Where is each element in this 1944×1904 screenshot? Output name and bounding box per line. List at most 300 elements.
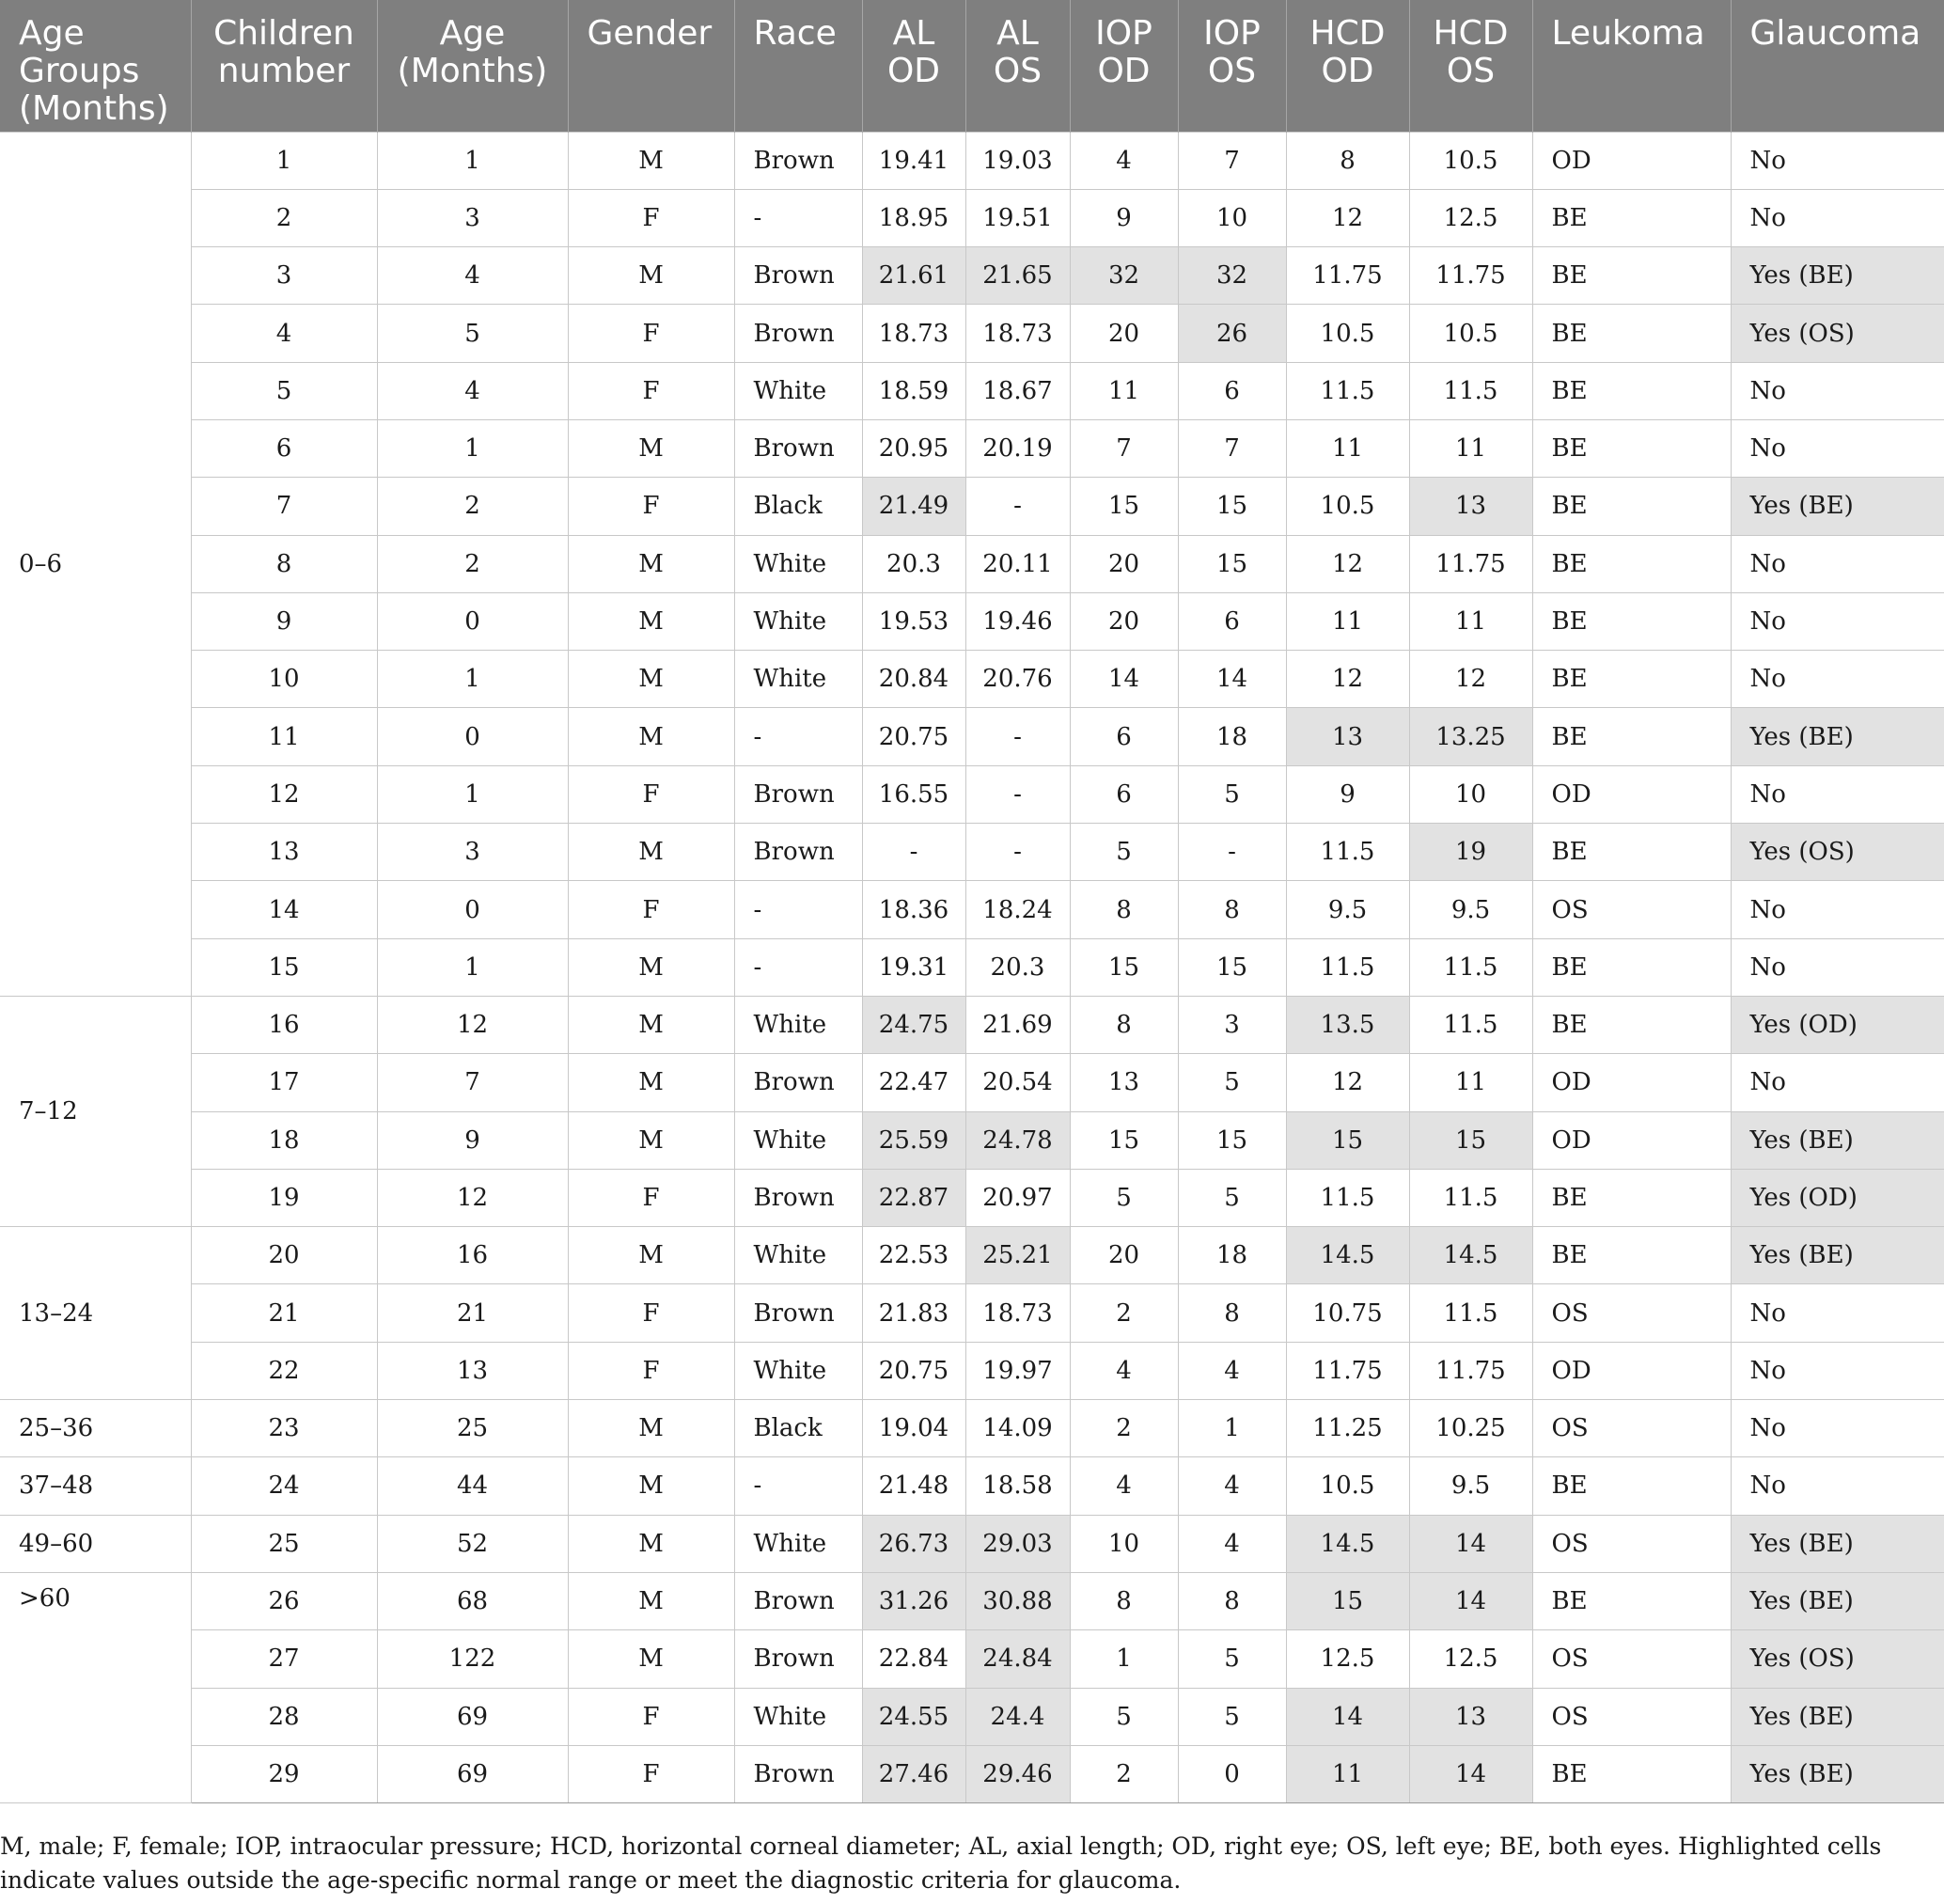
cell-age-months: 4 — [377, 247, 568, 305]
cell-gender: M — [568, 1054, 734, 1111]
cell-iop-os: 5 — [1178, 1688, 1286, 1745]
cell-al-os: 18.24 — [965, 881, 1070, 938]
cell-hcd-od: 12 — [1286, 535, 1409, 592]
cell-al-od: 26.73 — [862, 1515, 965, 1572]
table-row — [0, 419, 1944, 477]
cell-age-months: 1 — [377, 651, 568, 708]
cell-age-months: 0 — [377, 881, 568, 938]
table-row — [0, 1630, 1944, 1688]
cell-glaucoma: No — [1731, 1054, 1944, 1111]
cell-hcd-od: 11.75 — [1286, 247, 1409, 305]
cell-al-os: 24.4 — [965, 1688, 1070, 1745]
table-row — [0, 1111, 1944, 1169]
cell-iop-os: 3 — [1178, 996, 1286, 1053]
cell-children-number: 26 — [191, 1572, 377, 1629]
cell-hcd-os: 11 — [1409, 419, 1532, 477]
table-row — [0, 1342, 1944, 1399]
table-row — [0, 1688, 1944, 1745]
cell-gender: M — [568, 1111, 734, 1169]
cell-al-os: 18.67 — [965, 362, 1070, 419]
cell-children-number: 14 — [191, 881, 377, 938]
cell-hcd-os: 11.5 — [1409, 362, 1532, 419]
table-row — [0, 1515, 1944, 1572]
cell-gender: M — [568, 1457, 734, 1515]
cell-hcd-os: 11.5 — [1409, 1284, 1532, 1342]
header-children-number: Children number — [191, 0, 377, 132]
cell-iop-od: 8 — [1070, 1572, 1178, 1629]
cell-leukoma: BE — [1532, 938, 1731, 996]
cell-al-os: 20.19 — [965, 419, 1070, 477]
cell-al-os: - — [965, 765, 1070, 823]
cell-gender: M — [568, 1630, 734, 1688]
cell-leukoma: OS — [1532, 1688, 1731, 1745]
cell-leukoma: BE — [1532, 592, 1731, 650]
cell-race: - — [734, 881, 862, 938]
table-row — [0, 1227, 1944, 1284]
cell-children-number: 8 — [191, 535, 377, 592]
cell-hcd-od: 13.5 — [1286, 996, 1409, 1053]
age-group-cell: 49–60 — [0, 1515, 191, 1572]
cell-glaucoma: No — [1731, 1400, 1944, 1457]
cell-leukoma: BE — [1532, 824, 1731, 881]
cell-al-od: 21.49 — [862, 478, 965, 535]
cell-gender: F — [568, 1284, 734, 1342]
cell-race: White — [734, 1688, 862, 1745]
cell-hcd-od: 11.5 — [1286, 938, 1409, 996]
cell-gender: F — [568, 1342, 734, 1399]
cell-race: White — [734, 1515, 862, 1572]
cell-hcd-os: 11.75 — [1409, 1342, 1532, 1399]
cell-al-os: 20.97 — [965, 1169, 1070, 1226]
cell-al-od: 18.59 — [862, 362, 965, 419]
cell-hcd-os: 11.5 — [1409, 996, 1532, 1053]
cell-iop-od: 7 — [1070, 419, 1178, 477]
header-race: Race — [734, 0, 862, 132]
table-row — [0, 1572, 1944, 1629]
cell-age-months: 1 — [377, 938, 568, 996]
cell-al-os: 18.73 — [965, 1284, 1070, 1342]
cell-hcd-os: 19 — [1409, 824, 1532, 881]
cell-children-number: 16 — [191, 996, 377, 1053]
header-age-groups: Age Groups (Months) — [0, 0, 191, 132]
cell-glaucoma: Yes (BE) — [1731, 1572, 1944, 1629]
cell-hcd-od: 14.5 — [1286, 1227, 1409, 1284]
cell-gender: M — [568, 996, 734, 1053]
cell-iop-os: 15 — [1178, 938, 1286, 996]
table-row — [0, 708, 1944, 765]
cell-hcd-od: 11.75 — [1286, 1342, 1409, 1399]
table-row — [0, 478, 1944, 535]
cell-gender: M — [568, 938, 734, 996]
cell-glaucoma: No — [1731, 132, 1944, 189]
cell-iop-od: 2 — [1070, 1745, 1178, 1802]
cell-iop-os: 26 — [1178, 305, 1286, 362]
cell-iop-od: 5 — [1070, 824, 1178, 881]
cell-al-od: 22.84 — [862, 1630, 965, 1688]
cell-hcd-od: 15 — [1286, 1572, 1409, 1629]
cell-iop-os: 14 — [1178, 651, 1286, 708]
cell-glaucoma: No — [1731, 1284, 1944, 1342]
cell-gender: M — [568, 132, 734, 189]
header-iop-od: IOP OD — [1070, 0, 1178, 132]
cell-children-number: 4 — [191, 305, 377, 362]
cell-iop-od: 10 — [1070, 1515, 1178, 1572]
cell-hcd-os: 13.25 — [1409, 708, 1532, 765]
cell-children-number: 2 — [191, 189, 377, 246]
cell-leukoma: BE — [1532, 996, 1731, 1053]
cell-leukoma: OD — [1532, 132, 1731, 189]
cell-age-months: 4 — [377, 362, 568, 419]
header-hcd-os: HCD OS — [1409, 0, 1532, 132]
cell-leukoma: OD — [1532, 1342, 1731, 1399]
cell-hcd-os: 13 — [1409, 1688, 1532, 1745]
cell-al-os: - — [965, 478, 1070, 535]
cell-al-os: 18.58 — [965, 1457, 1070, 1515]
table-row — [0, 938, 1944, 996]
cell-al-od: 21.61 — [862, 247, 965, 305]
cell-gender: M — [568, 1400, 734, 1457]
cell-iop-od: 32 — [1070, 247, 1178, 305]
cell-glaucoma: Yes (OS) — [1731, 824, 1944, 881]
cell-age-months: 16 — [377, 1227, 568, 1284]
cell-hcd-od: 11 — [1286, 592, 1409, 650]
header-hcd-od: HCD OD — [1286, 0, 1409, 132]
cell-hcd-od: 13 — [1286, 708, 1409, 765]
cell-children-number: 3 — [191, 247, 377, 305]
table-row — [0, 765, 1944, 823]
cell-race: Brown — [734, 1169, 862, 1226]
cell-hcd-os: 9.5 — [1409, 1457, 1532, 1515]
cell-race: White — [734, 592, 862, 650]
age-group-cell: 0–6 — [0, 132, 191, 996]
cell-al-od: 20.75 — [862, 1342, 965, 1399]
cell-al-os: 19.97 — [965, 1342, 1070, 1399]
cell-children-number: 19 — [191, 1169, 377, 1226]
cell-gender: M — [568, 824, 734, 881]
cell-iop-os: 5 — [1178, 765, 1286, 823]
cell-gender: M — [568, 1572, 734, 1629]
cell-age-months: 2 — [377, 478, 568, 535]
cell-al-os: 14.09 — [965, 1400, 1070, 1457]
cell-children-number: 24 — [191, 1457, 377, 1515]
cell-iop-od: 20 — [1070, 592, 1178, 650]
cell-gender: M — [568, 708, 734, 765]
cell-al-od: 20.84 — [862, 651, 965, 708]
cell-gender: F — [568, 305, 734, 362]
cell-race: White — [734, 362, 862, 419]
cell-race: Brown — [734, 1630, 862, 1688]
cell-glaucoma: Yes (OS) — [1731, 1630, 1944, 1688]
cell-al-od: 19.31 — [862, 938, 965, 996]
cell-hcd-od: 10.75 — [1286, 1284, 1409, 1342]
cell-gender: F — [568, 881, 734, 938]
cell-glaucoma: No — [1731, 1457, 1944, 1515]
cell-children-number: 6 — [191, 419, 377, 477]
cell-age-months: 1 — [377, 419, 568, 477]
cell-leukoma: OD — [1532, 1054, 1731, 1111]
cell-al-od: 21.48 — [862, 1457, 965, 1515]
cell-race: - — [734, 189, 862, 246]
cell-children-number: 23 — [191, 1400, 377, 1457]
cell-al-od: 18.36 — [862, 881, 965, 938]
cell-al-os: 19.03 — [965, 132, 1070, 189]
cell-hcd-os: 11.5 — [1409, 938, 1532, 996]
table-row — [0, 247, 1944, 305]
cell-race: Brown — [734, 1054, 862, 1111]
cell-al-os: 24.84 — [965, 1630, 1070, 1688]
cell-iop-od: 14 — [1070, 651, 1178, 708]
cell-al-od: 24.55 — [862, 1688, 965, 1745]
cell-age-months: 0 — [377, 708, 568, 765]
cell-iop-od: 4 — [1070, 132, 1178, 189]
table-row — [0, 592, 1944, 650]
cell-al-os: - — [965, 824, 1070, 881]
cell-al-od: 21.83 — [862, 1284, 965, 1342]
cell-children-number: 1 — [191, 132, 377, 189]
cell-iop-od: 15 — [1070, 478, 1178, 535]
cell-children-number: 29 — [191, 1745, 377, 1802]
cell-glaucoma: Yes (BE) — [1731, 1227, 1944, 1284]
cell-hcd-os: 12 — [1409, 651, 1532, 708]
cell-leukoma: OS — [1532, 881, 1731, 938]
cell-children-number: 9 — [191, 592, 377, 650]
cell-al-os: 24.78 — [965, 1111, 1070, 1169]
cell-iop-os: 7 — [1178, 132, 1286, 189]
cell-gender: F — [568, 765, 734, 823]
cell-race: Brown — [734, 824, 862, 881]
cell-hcd-os: 11.5 — [1409, 1169, 1532, 1226]
cell-leukoma: OS — [1532, 1630, 1731, 1688]
cell-iop-os: 15 — [1178, 1111, 1286, 1169]
cell-hcd-od: 9 — [1286, 765, 1409, 823]
cell-glaucoma: Yes (BE) — [1731, 1111, 1944, 1169]
cell-leukoma: OS — [1532, 1515, 1731, 1572]
cell-iop-od: 15 — [1070, 1111, 1178, 1169]
cell-children-number: 5 — [191, 362, 377, 419]
cell-leukoma: OD — [1532, 1111, 1731, 1169]
cell-leukoma: BE — [1532, 1169, 1731, 1226]
cell-children-number: 28 — [191, 1688, 377, 1745]
cell-al-od: 27.46 — [862, 1745, 965, 1802]
cell-hcd-od: 12.5 — [1286, 1630, 1409, 1688]
cell-glaucoma: No — [1731, 419, 1944, 477]
table-row — [0, 189, 1944, 246]
cell-al-os: 21.69 — [965, 996, 1070, 1053]
cell-glaucoma: No — [1731, 765, 1944, 823]
table-row — [0, 1400, 1944, 1457]
cell-children-number: 17 — [191, 1054, 377, 1111]
cell-hcd-od: 12 — [1286, 189, 1409, 246]
cell-iop-os: 32 — [1178, 247, 1286, 305]
cell-age-months: 68 — [377, 1572, 568, 1629]
header-glaucoma: Glaucoma — [1731, 0, 1944, 132]
cell-hcd-os: 10.25 — [1409, 1400, 1532, 1457]
cell-gender: M — [568, 651, 734, 708]
cell-glaucoma: Yes (BE) — [1731, 478, 1944, 535]
table-row — [0, 1745, 1944, 1802]
cell-iop-os: - — [1178, 824, 1286, 881]
cell-gender: F — [568, 189, 734, 246]
cell-iop-os: 5 — [1178, 1169, 1286, 1226]
cell-leukoma: BE — [1532, 708, 1731, 765]
cell-race: Brown — [734, 247, 862, 305]
cell-race: - — [734, 938, 862, 996]
cell-iop-od: 4 — [1070, 1457, 1178, 1515]
cell-hcd-os: 11.75 — [1409, 535, 1532, 592]
cell-race: Brown — [734, 132, 862, 189]
table-row — [0, 1457, 1944, 1515]
cell-iop-od: 1 — [1070, 1630, 1178, 1688]
cell-al-os: 25.21 — [965, 1227, 1070, 1284]
cell-children-number: 21 — [191, 1284, 377, 1342]
cell-children-number: 12 — [191, 765, 377, 823]
age-group-cell: >60 — [0, 1572, 191, 1802]
cell-al-od: 19.53 — [862, 592, 965, 650]
cell-al-os: 20.54 — [965, 1054, 1070, 1111]
header-gender: Gender — [568, 0, 734, 132]
cell-glaucoma: Yes (BE) — [1731, 1745, 1944, 1802]
cell-iop-os: 0 — [1178, 1745, 1286, 1802]
cell-gender: F — [568, 478, 734, 535]
cell-race: Black — [734, 1400, 862, 1457]
cell-glaucoma: Yes (BE) — [1731, 708, 1944, 765]
cell-al-os: 29.03 — [965, 1515, 1070, 1572]
cell-children-number: 15 — [191, 938, 377, 996]
cell-hcd-os: 13 — [1409, 478, 1532, 535]
table-row — [0, 996, 1944, 1053]
cell-hcd-od: 9.5 — [1286, 881, 1409, 938]
cell-al-os: 21.65 — [965, 247, 1070, 305]
cell-glaucoma: No — [1731, 938, 1944, 996]
age-group-cell: 25–36 — [0, 1400, 191, 1457]
cell-gender: M — [568, 592, 734, 650]
cell-iop-os: 4 — [1178, 1515, 1286, 1572]
cell-iop-od: 2 — [1070, 1284, 1178, 1342]
cell-age-months: 12 — [377, 996, 568, 1053]
cell-iop-od: 15 — [1070, 938, 1178, 996]
cell-al-os: 20.3 — [965, 938, 1070, 996]
cell-al-os: 30.88 — [965, 1572, 1070, 1629]
cell-hcd-od: 15 — [1286, 1111, 1409, 1169]
cell-children-number: 18 — [191, 1111, 377, 1169]
header-row — [0, 0, 1944, 132]
age-group-cell: 7–12 — [0, 996, 191, 1226]
cell-iop-os: 4 — [1178, 1457, 1286, 1515]
cell-hcd-os: 11 — [1409, 1054, 1532, 1111]
cell-gender: M — [568, 419, 734, 477]
cell-iop-os: 15 — [1178, 478, 1286, 535]
cell-gender: F — [568, 362, 734, 419]
cell-iop-od: 5 — [1070, 1688, 1178, 1745]
cell-leukoma: BE — [1532, 1572, 1731, 1629]
cell-hcd-od: 14.5 — [1286, 1515, 1409, 1572]
cell-age-months: 7 — [377, 1054, 568, 1111]
cell-al-os: 18.73 — [965, 305, 1070, 362]
cell-leukoma: BE — [1532, 478, 1731, 535]
cell-hcd-os: 14 — [1409, 1572, 1532, 1629]
table-row — [0, 824, 1944, 881]
cell-iop-od: 8 — [1070, 996, 1178, 1053]
cell-gender: M — [568, 1227, 734, 1284]
cell-gender: M — [568, 1515, 734, 1572]
cell-glaucoma: No — [1731, 651, 1944, 708]
cell-hcd-od: 11.5 — [1286, 824, 1409, 881]
cell-glaucoma: Yes (OD) — [1731, 1169, 1944, 1226]
cell-glaucoma: Yes (BE) — [1731, 1515, 1944, 1572]
cell-hcd-os: 10.5 — [1409, 305, 1532, 362]
cell-age-months: 44 — [377, 1457, 568, 1515]
cell-children-number: 11 — [191, 708, 377, 765]
table-row — [0, 1169, 1944, 1226]
table-row — [0, 881, 1944, 938]
table-footnote: M, male; F, female; IOP, intraocular pressure; HCD, horizontal corneal diameter; AL, axial length; OD, right eye; OS, left eye; BE, both eyes. Highlighted cells indicate values outside the age-specific normal range or meet the diagnostic criteria for glaucoma. — [0, 1833, 1882, 1894]
cell-al-od: 19.04 — [862, 1400, 965, 1457]
cell-hcd-os: 14 — [1409, 1515, 1532, 1572]
cell-race: White — [734, 651, 862, 708]
cell-children-number: 22 — [191, 1342, 377, 1399]
cell-hcd-od: 10.5 — [1286, 1457, 1409, 1515]
cell-leukoma: BE — [1532, 189, 1731, 246]
header-iop-os: IOP OS — [1178, 0, 1286, 132]
table-row — [0, 1054, 1944, 1111]
cell-al-od: 24.75 — [862, 996, 965, 1053]
cell-al-od: 25.59 — [862, 1111, 965, 1169]
cell-children-number: 20 — [191, 1227, 377, 1284]
cell-iop-os: 18 — [1178, 1227, 1286, 1284]
cell-iop-os: 6 — [1178, 362, 1286, 419]
cell-al-od: 22.47 — [862, 1054, 965, 1111]
cell-al-od: 22.53 — [862, 1227, 965, 1284]
cell-iop-od: 5 — [1070, 1169, 1178, 1226]
cell-iop-os: 4 — [1178, 1342, 1286, 1399]
cell-al-od: 31.26 — [862, 1572, 965, 1629]
cell-age-months: 1 — [377, 765, 568, 823]
cell-al-od: 20.75 — [862, 708, 965, 765]
cell-al-od: 18.73 — [862, 305, 965, 362]
cell-glaucoma: No — [1731, 881, 1944, 938]
table-row — [0, 362, 1944, 419]
cell-leukoma: OD — [1532, 765, 1731, 823]
cell-hcd-od: 10.5 — [1286, 478, 1409, 535]
cell-leukoma: BE — [1532, 1457, 1731, 1515]
cell-gender: F — [568, 1688, 734, 1745]
table-row — [0, 535, 1944, 592]
cell-hcd-od: 11.5 — [1286, 362, 1409, 419]
cell-iop-od: 6 — [1070, 708, 1178, 765]
cell-age-months: 2 — [377, 535, 568, 592]
cell-race: White — [734, 1342, 862, 1399]
cell-children-number: 27 — [191, 1630, 377, 1688]
cell-leukoma: BE — [1532, 419, 1731, 477]
cell-al-od: 20.3 — [862, 535, 965, 592]
cell-glaucoma: Yes (BE) — [1731, 247, 1944, 305]
header-al-os: AL OS — [965, 0, 1070, 132]
cell-hcd-os: 9.5 — [1409, 881, 1532, 938]
cell-glaucoma: No — [1731, 189, 1944, 246]
cell-hcd-od: 12 — [1286, 651, 1409, 708]
cell-hcd-od: 12 — [1286, 1054, 1409, 1111]
cell-age-months: 3 — [377, 824, 568, 881]
cell-hcd-os: 12.5 — [1409, 189, 1532, 246]
cell-gender: M — [568, 535, 734, 592]
age-group-cell: 13–24 — [0, 1227, 191, 1400]
cell-age-months: 12 — [377, 1169, 568, 1226]
cell-iop-od: 20 — [1070, 305, 1178, 362]
cell-iop-os: 10 — [1178, 189, 1286, 246]
cell-age-months: 52 — [377, 1515, 568, 1572]
cell-iop-os: 6 — [1178, 592, 1286, 650]
cell-age-months: 21 — [377, 1284, 568, 1342]
